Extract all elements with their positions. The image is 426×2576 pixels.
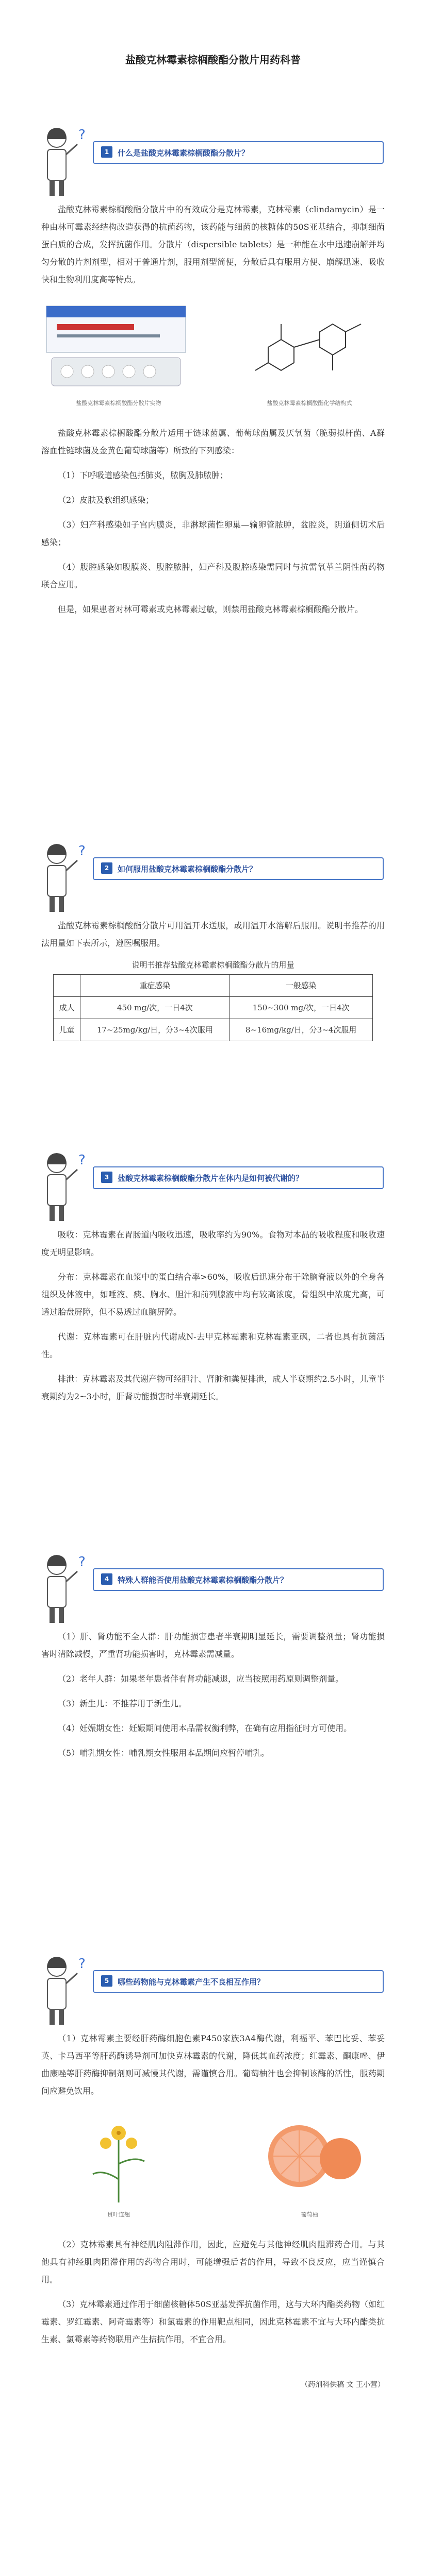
paragraph: （1）肝、肾功能不全人群：肝功能损害患者半衰期明显延长，需要调整剂量；肾功能损害时清除减慢，严重肾功能损害时，克林霉素需减量。	[41, 1632, 385, 1659]
table-cell: 8~16mg/kg/日，分3~4次服用	[230, 1019, 373, 1041]
question-title: 什么是盐酸克林霉素棕榈酸酯分散片？	[118, 148, 250, 158]
table-header-row	[54, 975, 373, 997]
image-row	[41, 296, 385, 414]
question-number: 5	[101, 1975, 112, 1987]
question-title: 如何服用盐酸克林霉素棕榈酸酯分散片？	[118, 865, 257, 874]
paragraph: 排泄：克林霉素及其代谢产物可经胆汁、肾脏和粪便排泄，成人半衰期约2.5小时，儿童半衰期约为2~3小时，肝肾功能损害时半衰期延长。	[41, 1374, 385, 1401]
question-title: 特殊人群能否使用盐酸克林霉素棕榈酸酯分散片？	[118, 1575, 288, 1585]
st-johns-wort-image	[41, 2107, 196, 2205]
table-cell: 17~25mg/kg/日，分3~4次服用	[80, 1019, 230, 1041]
table-header	[54, 975, 80, 997]
table-cell: 儿童	[54, 1019, 80, 1041]
question-title: 哪些药物能与克林霉素产生不良相互作用？	[118, 1977, 265, 1987]
svg-text:?: ?	[78, 1956, 86, 1972]
paragraph: （2）克林霉素具有神经肌肉阻滞作用，因此，应避免与其他神经肌肉阻滞药合用。与其他具有神经肌肉阻滞作用的药物合用时，可能增强后者的作用，导致不良反应，应当谨慎合用。	[41, 2240, 385, 2284]
list-item: （1）下呼吸道感染包括肺炎，脓胸及肺脓肿；	[58, 470, 228, 480]
paragraph: （3）新生儿：不推荐用于新生儿。	[58, 1699, 187, 1708]
question-box	[93, 1970, 384, 1993]
paragraph: （5）哺乳期女性：哺乳期女性服用本品期间应暂停哺乳。	[58, 1748, 270, 1758]
table-header: 重症感染	[80, 975, 230, 997]
image-caption: 盐酸克林霉素棕榈酸酯化学结构式	[267, 400, 352, 406]
dosage-table	[53, 974, 373, 1041]
question-box	[93, 141, 384, 164]
table-caption: 说明书推荐盐酸克林霉素棕榈酸酯分散片的用量	[132, 960, 294, 970]
question-number: 1	[101, 146, 112, 158]
question-number: 4	[101, 1573, 112, 1585]
table-header: 一般感染	[230, 975, 373, 997]
list-item: （4）腹腔感染如腹膜炎、腹腔脓肿，妇产科及腹腔感染需同时与抗需氧革兰阴性菌药物联合应用。	[41, 562, 385, 589]
section-q2	[31, 835, 395, 1052]
question-box	[93, 1166, 384, 1189]
paragraph: 但是，如果患者对林可霉素或克林霉素过敏，则禁用盐酸克林霉素棕榈酸酯分散片。	[58, 604, 364, 614]
question-header	[31, 835, 395, 917]
section-q4	[31, 1546, 395, 1769]
image-row	[41, 2107, 385, 2226]
question-number: 2	[101, 862, 112, 874]
thinking-person-icon	[36, 1953, 93, 2027]
page-title: 盐酸克林霉素棕榈酸酯分散片用药科普	[125, 54, 301, 66]
image-caption: 葡萄柚	[301, 2211, 318, 2218]
thinking-person-icon	[36, 1551, 93, 1625]
medicine-box-image	[41, 296, 196, 394]
paragraph: 盐酸克林霉素棕榈酸酯分散片可用温开水送服，或用温开水溶解后服用。说明书推荐的用法用量如下表所示，遵医嘱服用。	[41, 921, 385, 948]
paragraph: （2）老年人群：如果老年患者伴有肾功能减退，应当按照用药原则调整剂量。	[58, 1674, 344, 1684]
question-header	[31, 1546, 395, 1628]
paragraph: 吸收：克林霉素在胃肠道内吸收迅速，吸收率约为90%。食物对本品的吸收程度和吸收速度无明显影响。	[41, 1230, 385, 1257]
section-q5	[31, 1947, 395, 2389]
table-cell: 成人	[54, 997, 80, 1019]
question-box	[93, 857, 384, 880]
paragraph: 盐酸克林霉素棕榈酸酯分散片适用于链球菌属、葡萄球菌属及厌氧菌（脆弱拟杆菌、A群溶血性链球菌及金黄色葡萄球菌等）所致的下列感染：	[41, 428, 385, 455]
list-item: （2）皮肤及软组织感染；	[58, 495, 154, 505]
question-box	[93, 1568, 384, 1591]
grapefruit-image	[232, 2107, 387, 2205]
paragraph: （1）克林霉素主要经肝药酶细胞色素P450家族3A4酶代谢，利福平、苯巴比妥、苯妥英、卡马西平等肝药酶诱导剂可加快克林霉素的代谢，降低其血药浓度；红霉素、酮康唑、伊曲康唑等肝药酶抑制剂则可减慢其代谢，需谨慎合用。葡萄柚汁也会抑制该酶的活性，服药期间应避免饮用。	[41, 2033, 385, 2096]
thinking-person-icon	[36, 124, 93, 198]
table-cell: 450 mg/次，一日4次	[80, 997, 230, 1019]
svg-text:?: ?	[78, 843, 86, 859]
section-q3	[31, 1144, 395, 1413]
paragraph: 代谢：克林霉素可在肝脏内代谢成N-去甲克林霉素和克林霉素亚砜，二者也具有抗菌活性。	[41, 1332, 385, 1359]
question-header	[31, 1144, 395, 1226]
image-caption: 盐酸克林霉素棕榈酸酯分散片实物	[76, 400, 161, 406]
signature: （药剂科供稿 文 王小营）	[301, 2381, 385, 2389]
paragraph: 盐酸克林霉素棕榈酸酯分散片中的有效成分是克林霉素，克林霉素（clindamycin）是一种由林可霉素经结构改造获得的抗菌药物，该药能与细菌的核糖体的50S亚基结合，抑制细菌蛋白质的合成，发挥抗菌作用。分散片（dispersible tablets）是一种能在水中迅速崩解并均匀分散的片剂剂型，相对于普通片剂，服用剂型简便，分散后具有服用方便、崩解迅速、吸收快和生物利用度高等特点。	[41, 205, 385, 284]
table-row	[54, 997, 373, 1019]
thinking-person-icon	[36, 1149, 93, 1224]
paragraph: （3）克林霉素通过作用于细菌核糖体50S亚基发挥抗菌作用，这与大环内酯类药物（如红霉素、罗红霉素、阿奇霉素等）和氯霉素的作用靶点相同，因此克林霉素不宜与大环内酯类抗生素、氯霉素等药物联用产生拮抗作用，不宜合用。	[41, 2299, 385, 2344]
svg-text:?: ?	[78, 1153, 86, 1168]
question-number: 3	[101, 1172, 112, 1183]
table-row	[54, 1019, 373, 1041]
paragraph: （4）妊娠期女性：妊娠期间使用本品需权衡利弊，在确有应用指征时方可使用。	[58, 1723, 352, 1733]
section-q1	[31, 118, 395, 625]
svg-text:?: ?	[78, 127, 86, 143]
image-caption: 贯叶连翘	[107, 2211, 130, 2218]
table-cell: 150~300 mg/次，一日4次	[230, 997, 373, 1019]
question-header	[31, 118, 395, 201]
list-item: （3）妇产科感染如子宫内膜炎，非淋球菌性卵巢—输卵管脓肿，盆腔炎，阴道侧切术后感染；	[41, 520, 385, 547]
question-header	[31, 1947, 395, 2030]
paragraph: 分布：克林霉素在血浆中的蛋白结合率>60%，吸收后迅速分布于除脑脊液以外的全身各组织及体液中，如唾液、痰、胸水、胆汁和前列腺液中均有较高浓度，骨组织中浓度尤高，可透过胎盘屏障，但不易透过血脑屏障。	[41, 1272, 385, 1317]
chemical-structure-image	[232, 296, 387, 394]
question-title: 盐酸克林霉素棕榈酸酯分散片在体内是如何被代谢的？	[118, 1174, 304, 1183]
thinking-person-icon	[36, 840, 93, 914]
svg-text:?: ?	[78, 1554, 86, 1570]
